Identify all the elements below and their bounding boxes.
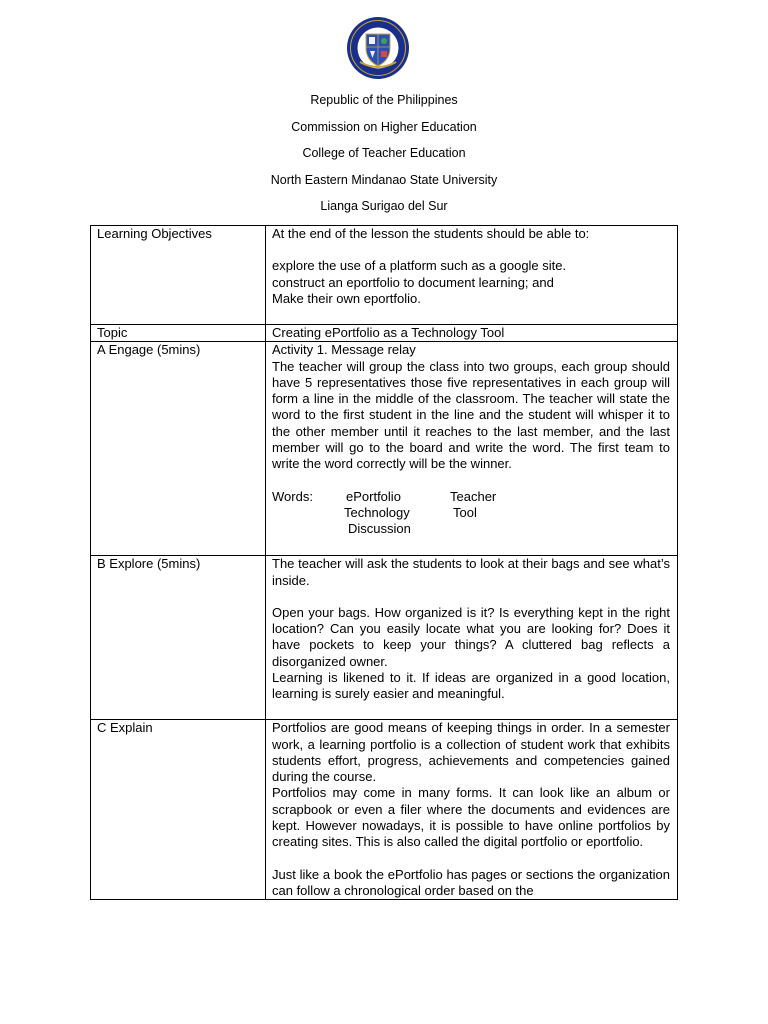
explain-paragraph: Just like a book the ePortfolio has pages or sections the organization can follow a chronological order based on the — [272, 866, 670, 898]
university-seal-logo — [346, 16, 410, 80]
row-engage — [91, 342, 678, 556]
objectives-label: Learning Objectives — [91, 226, 266, 325]
engage-activity-title: Activity 1. Message relay — [272, 342, 416, 358]
explore-content — [266, 556, 678, 720]
word-item: Technology — [344, 504, 410, 520]
explain-paragraph: Portfolios are good means of keeping things in order. In a semester work, a learning portfolio is a collection of student work that exhibits students effort, progress, achievements and competencies gained during the course. — [272, 720, 670, 785]
engage-words — [272, 489, 670, 538]
row-learning-objectives — [91, 226, 678, 325]
topic-content: Creating ePortfolio as a Technology Tool — [266, 325, 678, 342]
objective-item: construct an eportfolio to document learning; and — [272, 274, 554, 290]
header-commission: Commission on Higher Education — [291, 120, 477, 134]
explore-paragraph: Open your bags. How organized is it? Is everything kept in the right location? Can you easily locate what you are looking for? Does it have pockets to keep your things? A cluttered bag reflects a disorganized owner. — [272, 604, 670, 669]
objective-item: Make their own eportfolio. — [272, 290, 421, 306]
row-explore — [91, 556, 678, 720]
words-label: Words: — [272, 488, 313, 504]
engage-content — [266, 342, 678, 556]
explain-content — [266, 720, 678, 900]
word-item: Tool — [453, 504, 477, 520]
explain-label: C Explain — [91, 720, 266, 900]
header-college: College of Teacher Education — [302, 146, 466, 160]
explore-paragraph: The teacher will ask the students to look at their bags and see what’s inside. — [272, 556, 670, 588]
explain-paragraph: Portfolios may come in many forms. It can look like an album or scrapbook or even a filer where the documents and evidences are kept. However nowadays, it is possible to have online portfolios by creating sites. This is also called the digital portfolio or eportfolio. — [272, 785, 670, 850]
row-explain — [91, 720, 678, 900]
word-item: ePortfolio — [346, 488, 401, 504]
word-item: Teacher — [450, 488, 497, 504]
explore-label: B Explore (5mins) — [91, 556, 266, 720]
header-university: North Eastern Mindanao State University — [270, 173, 498, 187]
objectives-content — [266, 226, 678, 325]
header-location: Lianga Surigao del Sur — [320, 199, 448, 213]
explore-paragraph: Learning is likened to it. If ideas are organized in a good location, learning is surely easier and meaningful. — [272, 670, 670, 702]
lesson-plan-table — [90, 225, 678, 900]
engage-description: The teacher will group the class into two groups, each group should have 5 representatives those five representatives in each group will form a line in the middle of the classroom. The teacher will state the word to the first student in the line and the student will whisper it to the other member until it reaches to the last member, and the last member will go to the board and write the word. The first team to write the word correctly will be the winner. — [272, 358, 670, 472]
objectives-intro: At the end of the lesson the students should be able to: — [272, 226, 590, 241]
word-item: Discussion — [348, 520, 411, 536]
objective-item: explore the use of a platform such as a google site. — [272, 258, 567, 274]
header-republic: Republic of the Philippines — [310, 93, 458, 107]
engage-label: A Engage (5mins) — [91, 342, 266, 556]
row-topic — [91, 325, 678, 342]
topic-label: Topic — [91, 325, 266, 342]
